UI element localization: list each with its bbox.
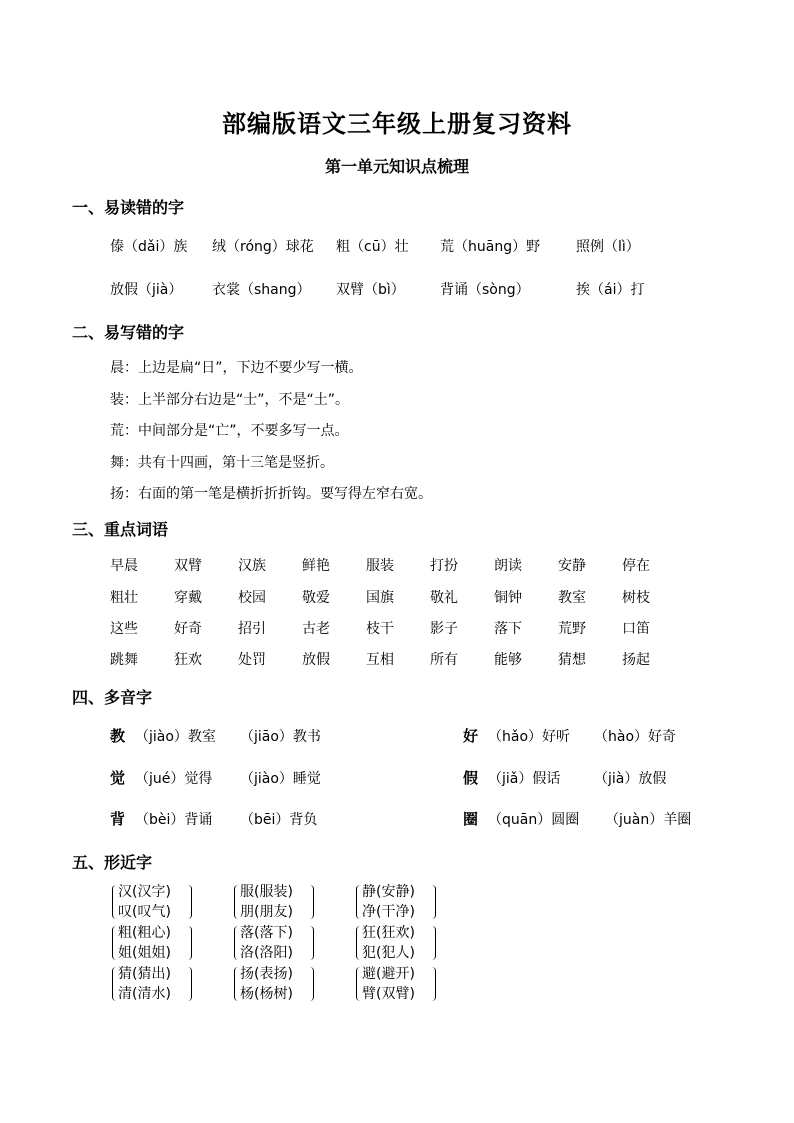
- key-word: 早晨: [110, 558, 138, 574]
- polyphone-char: 好: [463, 727, 479, 745]
- section-heading-key-words: 三、重点词语: [72, 520, 169, 539]
- key-word: 放假: [302, 652, 330, 668]
- polyphone-char: 背: [110, 810, 126, 828]
- key-word: 安静: [558, 558, 586, 574]
- polyphone-reading: （hǎo）好听: [488, 729, 571, 745]
- similar-char-group: [356, 923, 436, 963]
- section-heading-misread: 一、易读错的字: [72, 198, 185, 217]
- section-heading-similar-chars: 五、形近字: [72, 853, 153, 872]
- polyphone-reading: （jiāo）教书: [240, 729, 321, 745]
- polyphone-char: 圈: [463, 810, 479, 828]
- polyphone-char: 觉: [110, 769, 126, 787]
- similar-char-word: 朋(朋友): [240, 904, 293, 920]
- key-word: 双臂: [174, 558, 202, 574]
- key-word: 停在: [622, 558, 650, 574]
- key-word: 古老: [302, 621, 330, 637]
- key-word: 粗壮: [110, 590, 138, 606]
- key-word: 能够: [494, 652, 522, 668]
- key-word: 树枝: [622, 590, 650, 606]
- page-subtitle: 第一单元知识点梳理: [324, 157, 469, 176]
- polyphone-reading: （quān）圆圈: [488, 812, 580, 828]
- miswritten-line: 晨：上边是扁“日”，下边不要少写一横。: [110, 360, 363, 376]
- miswritten-line: 舞：共有十四画，第十三笔是竖折。: [110, 455, 334, 471]
- similar-char-word: 粗(粗心): [118, 925, 171, 941]
- misread-item: 背诵（sòng）: [440, 282, 530, 298]
- key-word: 铜钟: [494, 590, 522, 606]
- similar-char-word: 杨(杨树): [240, 986, 293, 1002]
- key-word: 校园: [238, 590, 266, 606]
- key-word: 跳舞: [110, 652, 138, 668]
- similar-char-word: 狂(狂欢): [362, 925, 415, 941]
- key-word: 影子: [430, 621, 458, 637]
- similar-char-word: 叹(叹气): [118, 904, 171, 920]
- miswritten-line: 荒：中间部分是“亡”，不要多写一点。: [110, 423, 349, 439]
- key-word: 处罚: [238, 652, 266, 668]
- key-word: 落下: [494, 621, 522, 637]
- similar-char-group: [356, 882, 436, 922]
- key-word: 服装: [366, 558, 394, 574]
- miswritten-line: 扬：右面的第一笔是横折折折钩。要写得左窄右宽。: [110, 486, 432, 502]
- polyphone-reading: （bèi）背诵: [135, 812, 213, 828]
- key-word: 荒野: [558, 621, 586, 637]
- key-word: 教室: [558, 590, 586, 606]
- polyphone-reading: （jiào）教室: [135, 729, 216, 745]
- page-title: 部编版语文三年级上册复习资料: [222, 109, 572, 138]
- misread-item: 放假（jià）: [110, 282, 183, 298]
- key-word: 猜想: [558, 652, 586, 668]
- polyphone-reading: （bēi）背负: [240, 812, 318, 828]
- similar-char-word: 落(落下): [240, 925, 293, 941]
- polyphone-char: 假: [463, 769, 479, 787]
- misread-item: 绒（róng）球花: [212, 239, 314, 255]
- polyphone-reading: （jiào）睡觉: [240, 771, 321, 787]
- key-word: 打扮: [430, 558, 458, 574]
- polyphone-char: 教: [110, 727, 126, 745]
- similar-char-group: [234, 923, 314, 963]
- similar-char-word: 扬(表扬): [240, 966, 293, 982]
- key-word: 敬礼: [430, 590, 458, 606]
- similar-char-word: 洛(洛阳): [240, 945, 293, 961]
- miswritten-line: 装：上半部分右边是“士”，不是“土”。: [110, 392, 350, 408]
- key-word: 狂欢: [174, 652, 202, 668]
- polyphone-reading: （jià）放假: [594, 771, 667, 787]
- misread-item: 双臂（bì）: [336, 282, 405, 298]
- key-word: 国旗: [366, 590, 394, 606]
- key-word: 汉族: [238, 558, 266, 574]
- similar-char-word: 犯(犯人): [362, 945, 415, 961]
- section-heading-miswritten: 二、易写错的字: [72, 323, 185, 342]
- similar-char-group: [112, 964, 192, 1004]
- key-word: 招引: [238, 621, 266, 637]
- similar-char-word: 服(服装): [240, 884, 293, 900]
- key-word: 好奇: [174, 621, 202, 637]
- polyphone-reading: （jiǎ）假话: [488, 771, 561, 787]
- similar-char-group: [356, 964, 436, 1004]
- section-heading-polyphones: 四、多音字: [72, 688, 153, 707]
- similar-char-group: [234, 882, 314, 922]
- key-word: 朗读: [494, 558, 522, 574]
- key-word: 扬起: [622, 652, 650, 668]
- misread-item: 挨（ái）打: [576, 282, 645, 298]
- similar-char-group: [112, 882, 192, 922]
- misread-item: 傣（dǎi）族: [110, 239, 188, 255]
- misread-item: 荒（huāng）野: [440, 239, 541, 255]
- similar-char-word: 静(安静): [362, 884, 415, 900]
- misread-item: 照例（lì）: [576, 239, 640, 255]
- similar-char-word: 汉(汉字): [118, 884, 171, 900]
- key-word: 口笛: [622, 621, 650, 637]
- similar-char-group: [234, 964, 314, 1004]
- key-word: 互相: [366, 652, 394, 668]
- similar-char-word: 避(避开): [362, 966, 415, 982]
- polyphone-reading: （juàn）羊圈: [605, 812, 692, 828]
- misread-item: 粗（cū）壮: [336, 239, 409, 255]
- similar-char-word: 姐(姐姐): [118, 945, 171, 961]
- similar-char-word: 猜(猜出): [118, 966, 171, 982]
- similar-char-word: 臂(双臂): [362, 986, 415, 1002]
- key-word: 穿戴: [174, 590, 202, 606]
- polyphone-reading: （hào）好奇: [594, 729, 677, 745]
- key-word: 枝干: [366, 621, 394, 637]
- similar-char-word: 净(干净): [362, 904, 415, 920]
- polyphone-reading: （jué）觉得: [135, 771, 213, 787]
- key-word: 所有: [430, 652, 458, 668]
- similar-char-group: [112, 923, 192, 963]
- misread-item: 衣裳（shang）: [212, 282, 311, 298]
- key-word: 这些: [110, 621, 138, 637]
- key-word: 鲜艳: [302, 558, 330, 574]
- key-word: 敬爱: [302, 590, 330, 606]
- similar-char-word: 清(清水): [118, 986, 171, 1002]
